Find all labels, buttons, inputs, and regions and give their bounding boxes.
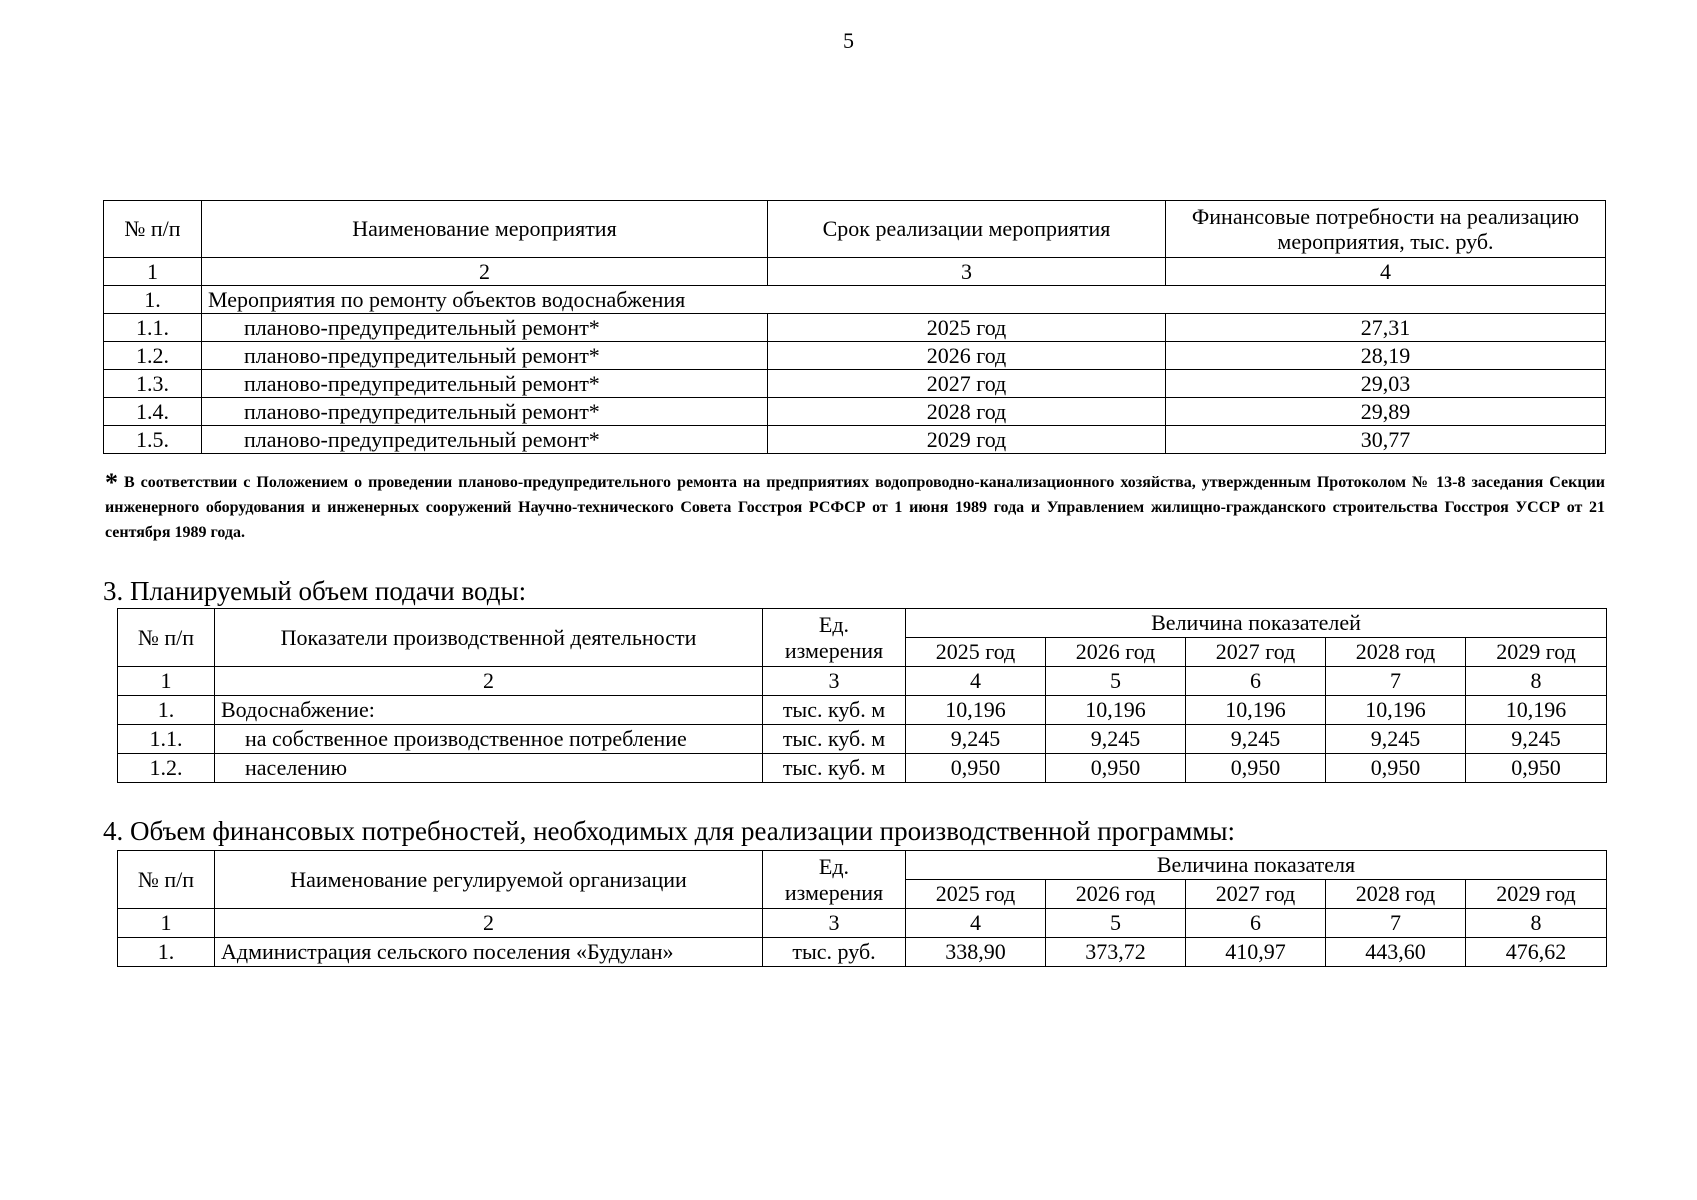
column-number: 2 <box>215 667 763 696</box>
column-number: 4 <box>1166 258 1606 286</box>
header-cell: Показатели производственной деятельности <box>215 609 763 667</box>
header-cell: Наименование мероприятия <box>202 201 768 258</box>
measure-amount: 29,89 <box>1166 398 1606 426</box>
page-number: 5 <box>843 28 854 53</box>
value-cell: 0,950 <box>1326 754 1466 783</box>
row-number: 1.1. <box>104 314 202 342</box>
measure-name: планово-предупредительный ремонт* <box>202 342 768 370</box>
indicator-name: Водоснабжение: <box>215 696 763 725</box>
column-number: 3 <box>763 667 906 696</box>
table-row <box>118 725 1607 754</box>
header-group-cell: Величина показателя <box>906 851 1607 880</box>
column-number: 1 <box>118 667 215 696</box>
value-cell: 0,950 <box>1186 754 1326 783</box>
column-number: 8 <box>1466 667 1607 696</box>
unit-cell: тыс. руб. <box>763 938 906 967</box>
measure-amount: 28,19 <box>1166 342 1606 370</box>
unit-cell: тыс. куб. м <box>763 696 906 725</box>
value-cell: 373,72 <box>1046 938 1186 967</box>
column-number-row <box>118 909 1607 938</box>
column-number: 1 <box>118 909 215 938</box>
table-header-row <box>118 609 1607 638</box>
header-cell: Финансовые потребности на реализацию мероприятия, тыс. руб. <box>1166 201 1606 258</box>
water-supply-table <box>117 608 1607 783</box>
column-number: 6 <box>1186 909 1326 938</box>
table-row <box>118 938 1607 967</box>
row-number: 1.1. <box>118 725 215 754</box>
year-cell: 2029 год <box>1466 638 1607 667</box>
footnote-star: * <box>105 468 118 497</box>
value-cell: 9,245 <box>1466 725 1607 754</box>
column-number: 5 <box>1046 909 1186 938</box>
value-cell: 0,950 <box>906 754 1046 783</box>
header-group-cell: Величина показателей <box>906 609 1607 638</box>
table-row <box>104 426 1606 454</box>
year-cell: 2026 год <box>1046 638 1186 667</box>
header-cell: Ед. измерения <box>763 851 906 909</box>
header-cell: Наименование регулируемой организации <box>215 851 763 909</box>
indicator-name: на собственное производственное потребление <box>215 725 763 754</box>
row-number: 1.5. <box>104 426 202 454</box>
year-cell: 2029 год <box>1466 880 1607 909</box>
value-cell: 10,196 <box>906 696 1046 725</box>
column-number-row <box>118 667 1607 696</box>
header-cell: № п/п <box>118 609 215 667</box>
table-header-row <box>118 851 1607 880</box>
measure-name: планово-предупредительный ремонт* <box>202 314 768 342</box>
value-cell: 0,950 <box>1046 754 1186 783</box>
year-cell: 2026 год <box>1046 880 1186 909</box>
header-cell: Срок реализации мероприятия <box>768 201 1166 258</box>
table-row <box>104 370 1606 398</box>
value-cell: 410,97 <box>1186 938 1326 967</box>
measure-amount: 27,31 <box>1166 314 1606 342</box>
year-cell: 2025 год <box>906 638 1046 667</box>
financial-needs-table <box>117 850 1607 967</box>
header-cell: № п/п <box>118 851 215 909</box>
measure-amount: 30,77 <box>1166 426 1606 454</box>
group-row <box>104 286 1606 314</box>
header-cell: № п/п <box>104 201 202 258</box>
row-number: 1.3. <box>104 370 202 398</box>
row-number: 1.4. <box>104 398 202 426</box>
footnote-text: В соответствии с Положением о проведении планово-предупредительного ремонта на предприятиях водопроводно-канализационного хозяйства, утвержденным Протоколом № 13-8 заседания Секции инженерного оборудования и инженерных сооружений Научно-технического Совета Госстроя РСФСР от 1 июня 1989 года и Управлением жилищно-гражданского строительства Госстроя УССР от 21 сентября 1989 года. <box>105 474 1605 541</box>
value-cell: 338,90 <box>906 938 1046 967</box>
column-number: 1 <box>104 258 202 286</box>
year-cell: 2028 год <box>1326 638 1466 667</box>
section-4-title: 4. Объем финансовых потребностей, необходимых для реализации производственной программы: <box>103 816 1236 846</box>
column-number: 8 <box>1466 909 1607 938</box>
table-row <box>104 342 1606 370</box>
table-row <box>118 696 1607 725</box>
year-cell: 2027 год <box>1186 638 1326 667</box>
value-cell: 443,60 <box>1326 938 1466 967</box>
column-number: 2 <box>202 258 768 286</box>
column-number: 5 <box>1046 667 1186 696</box>
column-number: 2 <box>215 909 763 938</box>
column-number: 4 <box>906 667 1046 696</box>
column-number: 6 <box>1186 667 1326 696</box>
table-row <box>104 398 1606 426</box>
year-cell: 2027 год <box>1186 880 1326 909</box>
unit-cell: тыс. куб. м <box>763 754 906 783</box>
table-header-row <box>104 201 1606 258</box>
year-cell: 2028 год <box>1326 880 1466 909</box>
row-number: 1. <box>118 696 215 725</box>
value-cell: 9,245 <box>906 725 1046 754</box>
measure-name: планово-предупредительный ремонт* <box>202 426 768 454</box>
value-cell: 476,62 <box>1466 938 1607 967</box>
measure-period: 2027 год <box>768 370 1166 398</box>
column-number: 3 <box>768 258 1166 286</box>
indicator-name: населению <box>215 754 763 783</box>
row-number: 1. <box>104 286 202 314</box>
value-cell: 0,950 <box>1466 754 1607 783</box>
measure-period: 2029 год <box>768 426 1166 454</box>
measure-period: 2026 год <box>768 342 1166 370</box>
measure-amount: 29,03 <box>1166 370 1606 398</box>
unit-cell: тыс. куб. м <box>763 725 906 754</box>
column-number: 3 <box>763 909 906 938</box>
section-3-title: 3. Планируемый объем подачи воды: <box>103 576 527 606</box>
measure-period: 2025 год <box>768 314 1166 342</box>
row-number: 1. <box>118 938 215 967</box>
table-row <box>104 314 1606 342</box>
year-cell: 2025 год <box>906 880 1046 909</box>
measure-period: 2028 год <box>768 398 1166 426</box>
value-cell: 9,245 <box>1046 725 1186 754</box>
row-number: 1.2. <box>104 342 202 370</box>
repair-measures-table <box>103 200 1606 454</box>
value-cell: 10,196 <box>1466 696 1607 725</box>
group-title: Мероприятия по ремонту объектов водоснабжения <box>202 286 1606 314</box>
footnote <box>105 470 1605 545</box>
value-cell: 9,245 <box>1326 725 1466 754</box>
value-cell: 10,196 <box>1186 696 1326 725</box>
header-cell: Ед. измерения <box>763 609 906 667</box>
measure-name: планово-предупредительный ремонт* <box>202 398 768 426</box>
table-row <box>118 754 1607 783</box>
measure-name: планово-предупредительный ремонт* <box>202 370 768 398</box>
column-number: 7 <box>1326 667 1466 696</box>
column-number: 7 <box>1326 909 1466 938</box>
row-number: 1.2. <box>118 754 215 783</box>
column-number: 4 <box>906 909 1046 938</box>
column-number-row <box>104 258 1606 286</box>
value-cell: 10,196 <box>1326 696 1466 725</box>
organization-name: Администрация сельского поселения «Будулан» <box>215 938 763 967</box>
value-cell: 9,245 <box>1186 725 1326 754</box>
value-cell: 10,196 <box>1046 696 1186 725</box>
